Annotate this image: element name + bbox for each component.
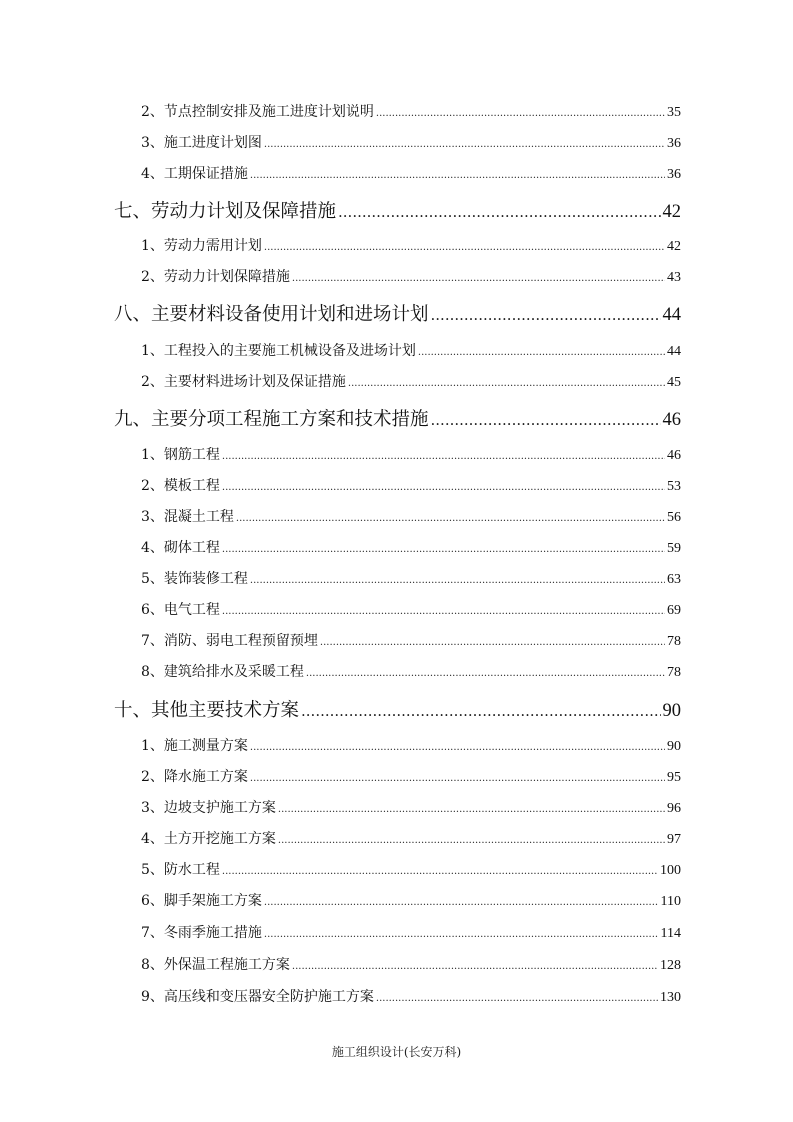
toc-entry[interactable]	[141, 235, 681, 255]
toc-page-number: 110	[660, 894, 681, 909]
toc-entry-label: 3、施工进度计划图	[141, 135, 262, 151]
toc-entry-label: 2、劳动力计划保障措施	[141, 269, 290, 285]
dot-leader	[264, 242, 665, 253]
toc-section-entry[interactable]	[114, 405, 681, 431]
dot-leader	[301, 702, 660, 720]
toc-page-number: 35	[667, 105, 681, 120]
toc-entry[interactable]	[141, 599, 681, 619]
toc-entry[interactable]	[141, 766, 681, 786]
toc-entry-label: 5、防水工程	[141, 862, 220, 878]
toc-page-number: 36	[667, 167, 681, 182]
toc-page-number: 46	[667, 448, 681, 463]
toc-entry[interactable]	[141, 828, 681, 848]
toc-page-number: 45	[667, 375, 681, 390]
toc-page-number: 44	[667, 344, 681, 359]
toc-page-number: 114	[660, 926, 681, 941]
toc-page-number: 56	[667, 510, 681, 525]
toc-page-number: 90	[667, 739, 681, 754]
toc-entry-label: 5、装饰装修工程	[141, 571, 248, 587]
toc-entry-label: 8、外保温工程施工方案	[141, 957, 290, 973]
toc-page-number: 53	[667, 479, 681, 494]
toc-entry-label: 2、节点控制安排及施工进度计划说明	[141, 104, 374, 120]
toc-entry[interactable]	[141, 101, 681, 121]
dot-leader	[292, 273, 665, 284]
toc-entry[interactable]	[141, 568, 681, 588]
toc-section-label: 八、主要材料设备使用计划和进场计划	[114, 304, 429, 325]
toc-section-label: 七、劳动力计划及保障措施	[114, 201, 337, 222]
dot-leader	[264, 139, 665, 150]
toc-page-number: 100	[660, 863, 681, 878]
toc-page-number: 95	[667, 770, 681, 785]
dot-leader	[376, 993, 658, 1004]
toc-entry[interactable]	[141, 986, 681, 1006]
dot-leader	[264, 897, 659, 908]
toc-entry[interactable]	[141, 163, 681, 183]
toc-page-number: 59	[667, 541, 681, 556]
dot-leader	[348, 378, 665, 389]
toc-page-number: 96	[667, 801, 681, 816]
dot-leader	[222, 866, 658, 877]
toc-entry[interactable]	[141, 797, 681, 817]
dot-leader	[222, 606, 665, 617]
toc-entry-label: 7、消防、弱电工程预留预埋	[141, 633, 318, 649]
toc-entry[interactable]	[141, 922, 681, 942]
toc-entry[interactable]	[141, 444, 681, 464]
toc-section-label: 九、主要分项工程施工方案和技术措施	[114, 409, 429, 430]
toc-entry-label: 7、冬雨季施工措施	[141, 925, 262, 941]
toc-page-number: 42	[662, 202, 681, 222]
dot-leader	[250, 773, 665, 784]
dot-leader	[222, 544, 665, 555]
dot-leader	[292, 961, 658, 972]
toc-entry-label: 2、主要材料进场计划及保证措施	[141, 374, 346, 390]
dot-leader	[222, 482, 665, 493]
toc-entry-label: 9、高压线和变压器安全防护施工方案	[141, 989, 374, 1005]
toc-page-number: 78	[667, 665, 681, 680]
toc-entry[interactable]	[141, 859, 681, 879]
dot-leader	[222, 451, 665, 462]
toc-entry[interactable]	[141, 132, 681, 152]
dot-leader	[236, 513, 665, 524]
toc-entry-label: 4、工期保证措施	[141, 166, 248, 182]
toc-section-entry[interactable]	[114, 300, 681, 326]
toc-entry-label: 1、劳动力需用计划	[141, 238, 262, 254]
toc-entry-label: 1、施工测量方案	[141, 738, 248, 754]
toc-entry-label: 4、砌体工程	[141, 540, 220, 556]
dot-leader	[250, 575, 665, 586]
toc-entry-label: 4、土方开挖施工方案	[141, 831, 276, 847]
toc-entry[interactable]	[141, 537, 681, 557]
toc-page-number: 43	[667, 270, 681, 285]
toc-page-number: 63	[667, 572, 681, 587]
dot-leader	[376, 108, 665, 119]
toc-page-number: 90	[662, 701, 681, 721]
toc-entry[interactable]	[141, 954, 681, 974]
toc-page-number: 97	[667, 832, 681, 847]
toc-entry[interactable]	[141, 340, 681, 360]
toc-page-number: 69	[667, 603, 681, 618]
page-footer: 施工组织设计(长安万科)	[331, 1045, 462, 1059]
dot-leader	[418, 347, 665, 358]
toc-entry-label: 2、模板工程	[141, 478, 220, 494]
toc-entry[interactable]	[141, 371, 681, 391]
toc-entry-label: 6、脚手架施工方案	[141, 893, 262, 909]
dot-leader	[431, 411, 661, 429]
toc-page-number: 42	[667, 239, 681, 254]
toc-section-entry[interactable]	[114, 197, 681, 223]
dot-leader	[264, 929, 659, 940]
dot-leader	[278, 835, 665, 846]
toc-entry[interactable]	[141, 890, 681, 910]
toc-entry[interactable]	[141, 266, 681, 286]
dot-leader	[320, 637, 665, 648]
toc-entry[interactable]	[141, 735, 681, 755]
toc-entry[interactable]	[141, 661, 681, 681]
dot-leader	[431, 306, 661, 324]
dot-leader	[250, 170, 665, 181]
toc-entry-label: 6、电气工程	[141, 602, 220, 618]
toc-entry-label: 8、建筑给排水及采暖工程	[141, 664, 304, 680]
dot-leader	[338, 203, 660, 221]
toc-page-number: 130	[660, 990, 681, 1005]
toc-entry-label: 1、工程投入的主要施工机械设备及进场计划	[141, 343, 416, 359]
toc-entry-label: 3、混凝土工程	[141, 509, 234, 525]
toc-page-number: 44	[662, 305, 681, 325]
dot-leader	[306, 668, 665, 679]
toc-section-entry[interactable]	[114, 696, 681, 722]
toc-entry[interactable]	[141, 506, 681, 526]
toc-page-number: 46	[662, 410, 681, 430]
toc-entry-label: 3、边坡支护施工方案	[141, 800, 276, 816]
toc-entry-label: 2、降水施工方案	[141, 769, 248, 785]
toc-entry-label: 1、钢筋工程	[141, 447, 220, 463]
dot-leader	[250, 742, 665, 753]
toc-page-number: 78	[667, 634, 681, 649]
toc-entry[interactable]	[141, 630, 681, 650]
dot-leader	[278, 804, 665, 815]
toc-page-number: 128	[660, 958, 681, 973]
toc-section-label: 十、其他主要技术方案	[114, 700, 300, 721]
toc-entry[interactable]	[141, 475, 681, 495]
toc-page-number: 36	[667, 136, 681, 151]
